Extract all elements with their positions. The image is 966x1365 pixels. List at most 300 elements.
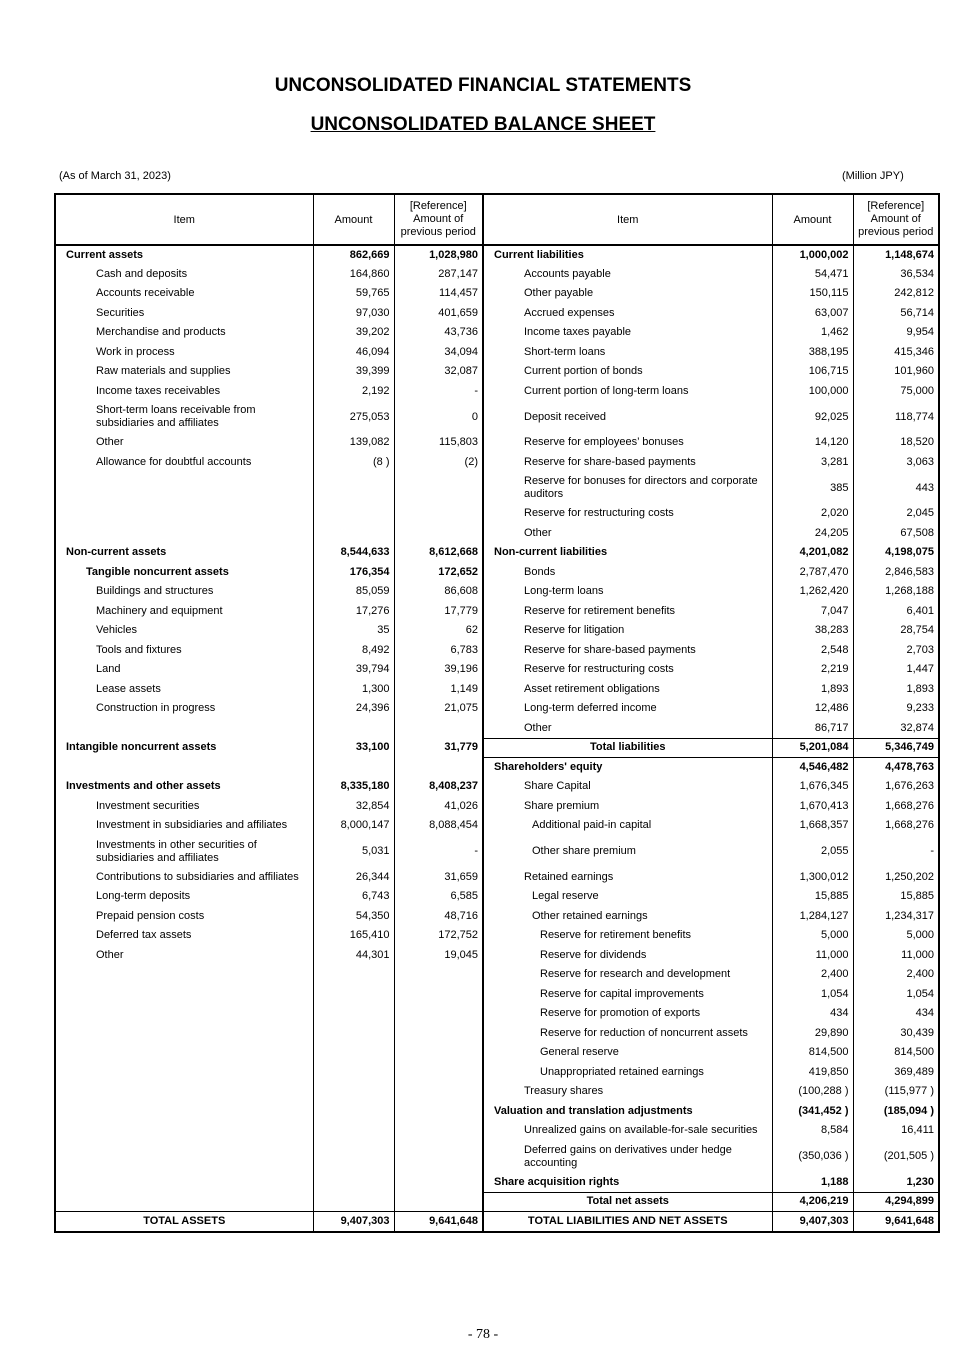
asset-prev-amount: -: [394, 382, 483, 402]
liability-amount: (341,452 ): [772, 1102, 853, 1122]
liability-amount: 4,546,482: [772, 758, 853, 778]
liability-item-label: Share acquisition rights: [483, 1173, 772, 1193]
liability-prev-amount: 5,346,749: [853, 738, 939, 758]
liability-item-label: Reserve for dividends: [483, 946, 772, 966]
table-row: [55, 641, 939, 661]
liability-amount: 5,201,084: [772, 738, 853, 758]
liability-item-label: Total liabilities: [483, 738, 772, 758]
asset-prev-amount: 6,585: [394, 887, 483, 907]
liability-item-label: Short-term loans: [483, 343, 772, 363]
asset-amount: 39,202: [313, 323, 394, 343]
liability-prev-amount: 3,063: [906, 455, 934, 468]
liability-amount: 29,890: [772, 1024, 853, 1044]
asset-item-label: [55, 1173, 313, 1193]
liability-prev-amount: 369,489: [894, 1065, 934, 1078]
asset-prev-amount: [394, 1043, 483, 1063]
liability-amount: 5,000: [772, 926, 853, 946]
asset-prev-amount: -: [394, 836, 483, 868]
liability-item-label: Reserve for reduction of noncurrent assets: [483, 1024, 772, 1044]
liability-prev-amount: (185,094 ): [883, 1104, 934, 1117]
total-assets-amount: 9,407,303: [313, 1212, 394, 1233]
asset-item-label: [55, 758, 313, 778]
asset-amount: [313, 1063, 394, 1083]
asset-item-label: Prepaid pension costs: [55, 907, 313, 927]
header-amount-right: Amount: [772, 194, 853, 245]
liability-amount: 2,055: [772, 836, 853, 868]
liability-item-label: Reserve for litigation: [483, 621, 772, 641]
liability-prev-amount: 67,508: [900, 526, 934, 539]
asset-prev-amount: 43,736: [394, 323, 483, 343]
table-row: [55, 323, 939, 343]
asset-item-label: Contributions to subsidiaries and affiliates: [55, 868, 313, 888]
liability-item-label: Legal reserve: [483, 887, 772, 907]
liability-item-label: Retained earnings: [483, 868, 772, 888]
table-row: [55, 265, 939, 285]
table-row: [55, 699, 939, 719]
liability-amount: 1,300,012: [772, 868, 853, 888]
asset-amount: 59,765: [313, 284, 394, 304]
asset-prev-amount: [394, 1063, 483, 1083]
total-liab-net-label: TOTAL LIABILITIES AND NET ASSETS: [483, 1212, 772, 1233]
asset-prev-amount: [394, 504, 483, 524]
liability-prev-amount: 242,812: [894, 287, 934, 300]
asset-item-label: [55, 524, 313, 544]
asset-amount: 2,192: [313, 382, 394, 402]
liability-item-label: Other retained earnings: [483, 907, 772, 927]
liability-prev-amount: 9,233: [906, 702, 934, 715]
asset-prev-amount: 172,752: [394, 926, 483, 946]
liability-item-label: Unappropriated retained earnings: [483, 1063, 772, 1083]
statement-title: UNCONSOLIDATED FINANCIAL STATEMENTS: [274, 75, 692, 96]
asset-amount: 97,030: [313, 304, 394, 324]
table-row: [55, 453, 939, 473]
asset-item-label: Machinery and equipment: [55, 602, 313, 622]
page-number: - 78 -: [467, 1327, 499, 1342]
liability-item-label: Current portion of long-term loans: [483, 382, 772, 402]
liability-prev-amount: 814,500: [894, 1046, 934, 1059]
liability-amount: 4,201,082: [772, 543, 853, 563]
table-row: [55, 719, 939, 739]
asset-prev-amount: (2): [394, 453, 483, 473]
liability-amount: 54,471: [772, 265, 853, 285]
asset-item-label: Non-current assets: [55, 543, 313, 563]
asset-amount: [313, 985, 394, 1005]
liability-amount: 24,205: [772, 524, 853, 544]
asset-prev-amount: 0: [394, 401, 483, 433]
asset-item-label: Construction in progress: [55, 699, 313, 719]
liability-item-label: Other: [483, 719, 772, 739]
liability-item-label: Treasury shares: [483, 1082, 772, 1102]
liability-item-label: Reserve for employees’ bonuses: [483, 433, 772, 453]
liability-amount: 7,047: [772, 602, 853, 622]
asset-item-label: [55, 1192, 313, 1212]
liability-item-label: Reserve for promotion of exports: [483, 1004, 772, 1024]
liability-item-label: Deferred gains on derivatives under hedge accounting: [483, 1141, 772, 1173]
liability-item-label: Other: [483, 524, 772, 544]
liability-item-label: Reserve for retirement benefits: [483, 602, 772, 622]
asset-item-label: [55, 719, 313, 739]
liability-prev-amount: 443: [915, 481, 934, 494]
table-header-row: [55, 194, 939, 245]
header-amount-left: Amount: [313, 194, 394, 245]
total-assets-label: TOTAL ASSETS: [55, 1212, 313, 1233]
table-row: [55, 1121, 939, 1141]
asset-item-label: [55, 1043, 313, 1063]
asset-prev-amount: [394, 472, 483, 504]
asset-item-label: [55, 472, 313, 504]
asset-item-label: [55, 1063, 313, 1083]
table-row: [55, 985, 939, 1005]
asset-amount: 44,301: [313, 946, 394, 966]
liability-item-label: Accrued expenses: [483, 304, 772, 324]
asset-amount: [313, 1141, 394, 1173]
liability-item-label: Valuation and translation adjustments: [483, 1102, 772, 1122]
asset-item-label: Current assets: [55, 245, 313, 265]
liability-item-label: Long-term loans: [483, 582, 772, 602]
asset-item-label: Allowance for doubtful accounts: [55, 453, 313, 473]
asset-item-label: [55, 985, 313, 1005]
asset-amount: 32,854: [313, 797, 394, 817]
asset-item-label: [55, 1024, 313, 1044]
liability-prev-amount: 434: [915, 1007, 934, 1020]
table-row: [55, 887, 939, 907]
asset-item-label: Short-term loans receivable from subsidiaries and affiliates: [55, 401, 313, 433]
liability-prev-amount: (201,505 ): [883, 1150, 934, 1162]
asset-prev-amount: [394, 719, 483, 739]
asset-item-label: Merchandise and products: [55, 323, 313, 343]
liability-prev-amount: 2,045: [906, 507, 934, 520]
table-row: [55, 304, 939, 324]
header-prev-right: [Reference] Amount of previous period: [853, 194, 939, 245]
liability-item-label: Non-current liabilities: [483, 543, 772, 563]
liability-item-label: Share premium: [483, 797, 772, 817]
asset-item-label: [55, 1141, 313, 1173]
liability-item-label: Shareholders' equity: [483, 758, 772, 778]
asset-prev-amount: 8,408,237: [394, 777, 483, 797]
asset-amount: [313, 1024, 394, 1044]
asset-item-label: Accounts receivable: [55, 284, 313, 304]
liability-prev-amount: 415,346: [894, 345, 934, 358]
liability-amount: 15,885: [772, 887, 853, 907]
liability-item-label: Reserve for restructuring costs: [483, 660, 772, 680]
table-row: [55, 524, 939, 544]
liability-prev-amount: 1,250,202: [885, 870, 934, 883]
total-assets-prev: 9,641,648: [394, 1212, 483, 1233]
liability-prev-amount: 1,668,276: [885, 799, 934, 812]
asset-prev-amount: [394, 965, 483, 985]
asset-amount: [313, 719, 394, 739]
asset-amount: 139,082: [313, 433, 394, 453]
liability-amount: 419,850: [772, 1063, 853, 1083]
as-of-date: (As of March 31, 2023): [59, 170, 171, 182]
liability-amount: 2,400: [772, 965, 853, 985]
table-row: [55, 680, 939, 700]
asset-prev-amount: 287,147: [394, 265, 483, 285]
asset-prev-amount: 62: [394, 621, 483, 641]
liability-prev-amount: 2,703: [906, 643, 934, 656]
asset-prev-amount: [394, 758, 483, 778]
asset-amount: 5,031: [313, 836, 394, 868]
asset-prev-amount: 34,094: [394, 343, 483, 363]
liability-amount: (350,036 ): [772, 1141, 853, 1173]
liability-prev-amount: 16,411: [901, 1124, 934, 1137]
liability-prev-amount: 32,874: [900, 721, 934, 734]
asset-amount: 24,396: [313, 699, 394, 719]
table-row: [55, 926, 939, 946]
asset-amount: 46,094: [313, 343, 394, 363]
asset-item-label: Cash and deposits: [55, 265, 313, 285]
asset-prev-amount: 1,149: [394, 680, 483, 700]
liability-prev-amount: 1,676,263: [885, 780, 934, 793]
asset-prev-amount: [394, 1173, 483, 1193]
liability-item-label: Share Capital: [483, 777, 772, 797]
table-row: [55, 504, 939, 524]
liability-amount: 1,462: [772, 323, 853, 343]
liability-prev-amount: 15,885: [900, 890, 934, 903]
liability-item-label: Reserve for bonuses for directors and corporate auditors: [483, 472, 772, 504]
liability-amount: 150,115: [772, 284, 853, 304]
asset-prev-amount: 31,779: [394, 738, 483, 758]
asset-amount: [313, 472, 394, 504]
asset-amount: 35: [313, 621, 394, 641]
asset-prev-amount: [394, 1004, 483, 1024]
liability-prev-amount: 36,534: [900, 267, 934, 280]
asset-prev-amount: [394, 1121, 483, 1141]
asset-item-label: Investments in other securities of subsidiaries and affiliates: [55, 836, 313, 868]
table-row: [55, 621, 939, 641]
asset-item-label: [55, 1082, 313, 1102]
liability-prev-amount: 101,960: [894, 365, 934, 378]
asset-amount: 26,344: [313, 868, 394, 888]
asset-prev-amount: 86,608: [394, 582, 483, 602]
liability-amount: 2,787,470: [772, 563, 853, 583]
table-row: [55, 1141, 939, 1173]
asset-amount: [313, 965, 394, 985]
asset-prev-amount: 31,659: [394, 868, 483, 888]
liability-amount: 1,000,002: [772, 245, 853, 265]
asset-item-label: Income taxes receivables: [55, 382, 313, 402]
asset-prev-amount: 32,087: [394, 362, 483, 382]
asset-item-label: Long-term deposits: [55, 887, 313, 907]
liability-prev-amount: 75,000: [900, 384, 934, 397]
liability-amount: 11,000: [772, 946, 853, 966]
asset-amount: (8 ): [313, 453, 394, 473]
asset-amount: [313, 1192, 394, 1212]
liability-amount: 14,120: [772, 433, 853, 453]
table-row: [55, 433, 939, 453]
asset-amount: [313, 1043, 394, 1063]
liability-amount: 63,007: [772, 304, 853, 324]
asset-item-label: Tangible noncurrent assets: [55, 563, 313, 583]
liability-item-label: Asset retirement obligations: [483, 680, 772, 700]
asset-item-label: Other: [55, 946, 313, 966]
asset-prev-amount: 1,028,980: [394, 245, 483, 265]
liability-prev-amount: 4,198,075: [885, 546, 934, 559]
table-row: [55, 343, 939, 363]
asset-prev-amount: 401,659: [394, 304, 483, 324]
asset-amount: 33,100: [313, 738, 394, 758]
liability-item-label: Current portion of bonds: [483, 362, 772, 382]
liability-amount: 388,195: [772, 343, 853, 363]
liability-prev-amount: 5,000: [906, 929, 934, 942]
asset-amount: [313, 1173, 394, 1193]
liability-amount: 1,188: [772, 1173, 853, 1193]
liability-amount: 434: [772, 1004, 853, 1024]
liability-item-label: Reserve for research and development: [483, 965, 772, 985]
asset-amount: 862,669: [313, 245, 394, 265]
liability-prev-amount: 9,954: [906, 326, 934, 339]
liability-amount: 2,219: [772, 660, 853, 680]
table-row: [55, 1063, 939, 1083]
currency-unit: (Million JPY): [842, 170, 904, 182]
liability-prev-amount: 118,774: [895, 410, 934, 423]
asset-amount: 17,276: [313, 602, 394, 622]
liability-prev-amount: 1,668,276: [885, 819, 934, 832]
asset-prev-amount: [394, 1024, 483, 1044]
asset-amount: 275,053: [313, 401, 394, 433]
asset-item-label: [55, 504, 313, 524]
table-row: [55, 868, 939, 888]
liability-prev-amount: 30,439: [900, 1026, 934, 1039]
asset-item-label: Investment in subsidiaries and affiliates: [55, 816, 313, 836]
asset-item-label: Raw materials and supplies: [55, 362, 313, 382]
asset-prev-amount: 8,088,454: [394, 816, 483, 836]
liability-item-label: Long-term deferred income: [483, 699, 772, 719]
asset-item-label: Intangible noncurrent assets: [55, 738, 313, 758]
liability-amount: 92,025: [772, 401, 853, 433]
balance-sheet-title: UNCONSOLIDATED BALANCE SHEET: [310, 114, 656, 135]
liability-amount: 3,281: [772, 453, 853, 473]
asset-item-label: Other: [55, 433, 313, 453]
table-row: [55, 1102, 939, 1122]
liability-prev-amount: 11,000: [901, 948, 934, 961]
table-row: [55, 401, 939, 433]
liability-amount: 385: [772, 472, 853, 504]
liability-prev-amount: 1,893: [906, 682, 934, 695]
liability-amount: 106,715: [772, 362, 853, 382]
liability-prev-amount: 28,754: [900, 624, 934, 637]
asset-amount: 85,059: [313, 582, 394, 602]
table-row: [55, 907, 939, 927]
asset-prev-amount: 39,196: [394, 660, 483, 680]
liability-amount: (100,288 ): [772, 1082, 853, 1102]
balance-sheet-table: [54, 193, 940, 1233]
liability-prev-amount: 2,846,583: [885, 565, 934, 578]
header-prev-left: [Reference] Amount of previous period: [394, 194, 483, 245]
grand-total-row: [55, 1212, 939, 1233]
asset-prev-amount: [394, 524, 483, 544]
table-row: [55, 965, 939, 985]
asset-prev-amount: 115,803: [394, 433, 483, 453]
table-row: [55, 738, 939, 758]
table-row: [55, 836, 939, 868]
asset-item-label: [55, 1004, 313, 1024]
asset-amount: [313, 1121, 394, 1141]
table-row: [55, 1043, 939, 1063]
asset-prev-amount: 41,026: [394, 797, 483, 817]
liability-prev-amount: 6,401: [906, 604, 934, 617]
liability-item-label: Accounts payable: [483, 265, 772, 285]
liability-amount: 8,584: [772, 1121, 853, 1141]
asset-item-label: Buildings and structures: [55, 582, 313, 602]
asset-amount: [313, 504, 394, 524]
liability-item-label: Income taxes payable: [483, 323, 772, 343]
liability-item-label: Total net assets: [483, 1192, 772, 1212]
asset-item-label: [55, 1102, 313, 1122]
asset-prev-amount: 48,716: [394, 907, 483, 927]
table-row: [55, 602, 939, 622]
liability-item-label: Other payable: [483, 284, 772, 304]
asset-item-label: Vehicles: [55, 621, 313, 641]
asset-amount: 39,399: [313, 362, 394, 382]
liability-amount: 1,284,127: [772, 907, 853, 927]
asset-prev-amount: [394, 1141, 483, 1173]
asset-item-label: Tools and fixtures: [55, 641, 313, 661]
liability-item-label: General reserve: [483, 1043, 772, 1063]
asset-item-label: Lease assets: [55, 680, 313, 700]
liability-amount: 38,283: [772, 621, 853, 641]
table-row: [55, 472, 939, 504]
liability-amount: 1,893: [772, 680, 853, 700]
table-row: [55, 362, 939, 382]
table-row: [55, 758, 939, 778]
liability-prev-amount: 1,268,188: [885, 585, 934, 598]
asset-amount: 1,300: [313, 680, 394, 700]
liability-amount: 4,206,219: [772, 1192, 853, 1212]
asset-amount: 176,354: [313, 563, 394, 583]
asset-prev-amount: 114,457: [394, 284, 483, 304]
liability-amount: 100,000: [772, 382, 853, 402]
total-liab-net-amount: 9,407,303: [772, 1212, 853, 1233]
total-liab-net-prev: 9,641,648: [853, 1212, 939, 1233]
liability-prev-amount: 1,447: [906, 663, 934, 676]
asset-item-label: Securities: [55, 304, 313, 324]
liability-amount: 1,668,357: [772, 816, 853, 836]
asset-amount: 164,860: [313, 265, 394, 285]
asset-prev-amount: 172,652: [394, 563, 483, 583]
asset-prev-amount: 8,612,668: [394, 543, 483, 563]
asset-item-label: [55, 965, 313, 985]
table-row: [55, 543, 939, 563]
liability-prev-amount: 1,054: [906, 987, 934, 1000]
liability-prev-amount: 2,400: [906, 968, 934, 981]
asset-amount: [313, 1082, 394, 1102]
table-row: [55, 284, 939, 304]
asset-amount: [313, 1102, 394, 1122]
asset-amount: 39,794: [313, 660, 394, 680]
table-row: [55, 816, 939, 836]
liability-amount: 1,262,420: [772, 582, 853, 602]
asset-prev-amount: 17,779: [394, 602, 483, 622]
liability-item-label: Reserve for share-based payments: [483, 453, 772, 473]
liability-amount: 814,500: [772, 1043, 853, 1063]
asset-item-label: Deferred tax assets: [55, 926, 313, 946]
liability-prev-amount: (115,977 ): [884, 1085, 934, 1098]
asset-amount: [313, 758, 394, 778]
liability-amount: 1,670,413: [772, 797, 853, 817]
asset-prev-amount: [394, 1192, 483, 1212]
asset-amount: 8,335,180: [313, 777, 394, 797]
asset-amount: [313, 1004, 394, 1024]
liability-prev-amount: 4,294,899: [853, 1192, 939, 1212]
liability-prev-amount: 18,520: [900, 436, 934, 449]
liability-prev-amount: 1,148,674: [885, 248, 934, 261]
asset-prev-amount: [394, 1082, 483, 1102]
liability-prev-amount: 56,714: [900, 306, 934, 319]
liability-prev-amount: -: [930, 845, 934, 857]
asset-amount: 8,000,147: [313, 816, 394, 836]
asset-prev-amount: [394, 1102, 483, 1122]
